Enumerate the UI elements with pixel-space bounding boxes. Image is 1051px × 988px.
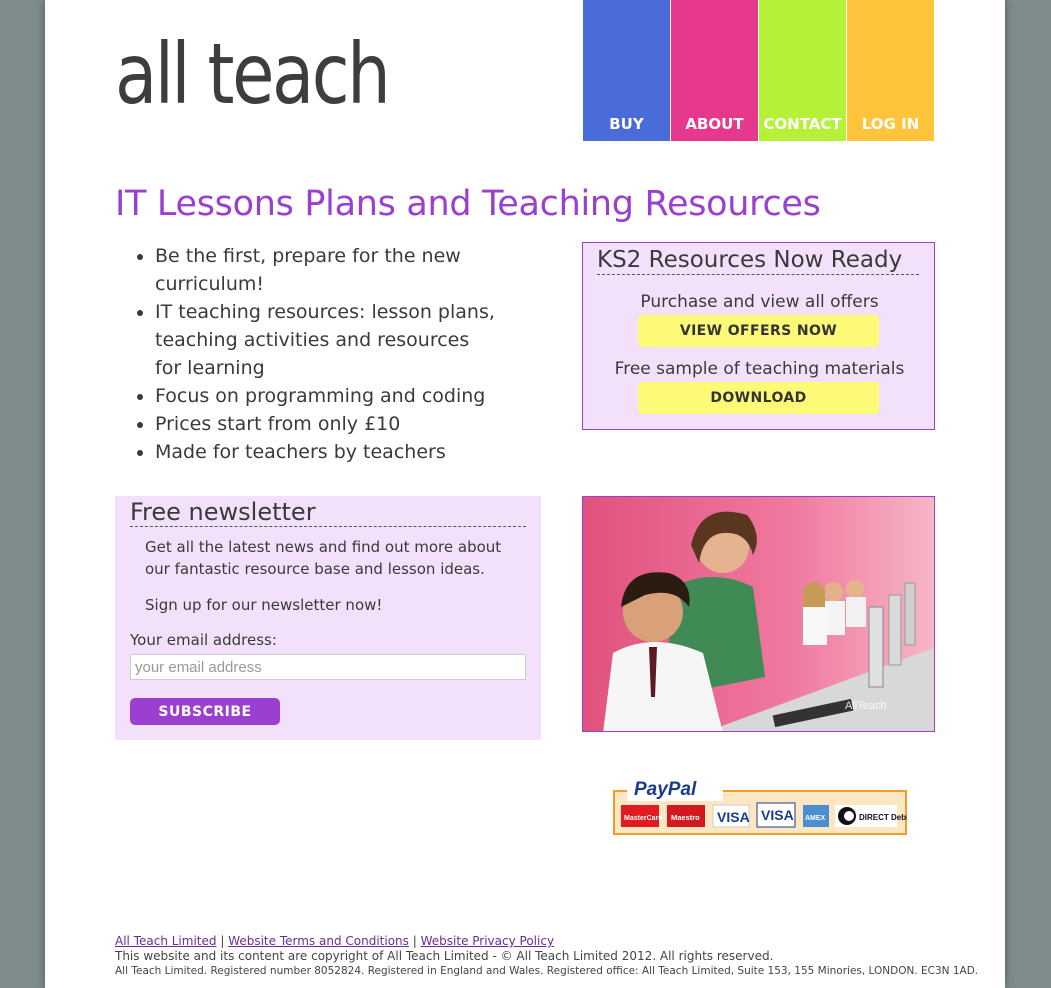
nav-about[interactable]: ABOUT xyxy=(671,0,758,141)
footer-separator: | xyxy=(412,934,417,948)
paypal-brand: PayPal xyxy=(634,779,697,800)
photo-watermark: AllTeach xyxy=(845,700,887,712)
feature-item: • Prices start from only £10 xyxy=(155,410,495,438)
nav-buy[interactable]: BUY xyxy=(583,0,670,141)
newsletter-description: Get all the latest news and find out more about our fantastic resource base and lesson ideas. xyxy=(145,538,502,578)
classroom-photo xyxy=(582,496,935,732)
ks2-promo-box xyxy=(582,242,935,430)
maestro-icon: Maestro xyxy=(671,813,700,822)
footer-link-privacy[interactable]: Website Privacy Policy xyxy=(420,934,555,948)
footer-links xyxy=(115,934,978,949)
page xyxy=(45,0,1005,988)
feature-item: • IT teaching resources: lesson plans, teaching activities and resources for learning xyxy=(155,298,495,382)
footer-registration: All Teach Limited. Registered number 8052824. Registered in England and Wales. Registered office: All Teach Limited, Suite 153, 155 Minories, LONDON. EC3N 1AD. xyxy=(115,965,979,977)
footer-link-company[interactable]: All Teach Limited xyxy=(115,934,217,948)
subscribe-button[interactable]: SUBSCRIBE xyxy=(130,698,280,725)
newsletter-title: Free newsletter xyxy=(130,498,526,527)
view-offers-button[interactable]: VIEW OFFERS NOW xyxy=(638,315,879,347)
visa-electron-icon: VISA xyxy=(761,807,794,823)
footer-link-terms[interactable]: Website Terms and Conditions xyxy=(228,934,409,948)
footer-separator: | xyxy=(220,934,225,948)
newsletter-cta: Sign up for our newsletter now! xyxy=(145,596,383,614)
feature-item: • Made for teachers by teachers xyxy=(155,438,495,466)
main-nav xyxy=(583,0,934,141)
mastercard-icon: MasterCard xyxy=(624,815,663,822)
visa-icon: VISA xyxy=(717,809,750,825)
newsletter-box xyxy=(115,496,541,740)
paypal-logo-icon xyxy=(613,777,907,835)
footer-copyright: This website and its content are copyright of All Teach Limited - © All Teach Limited 2012. All rights reserved. xyxy=(115,949,774,963)
site-logo[interactable]: all teach xyxy=(115,25,389,123)
email-label: Your email address: xyxy=(130,631,277,649)
feature-item: • Focus on programming and coding xyxy=(155,382,495,410)
footer xyxy=(115,934,978,979)
ks2-title: KS2 Resources Now Ready xyxy=(597,247,919,275)
direct-debit-icon: DIRECT Debit xyxy=(859,813,907,822)
download-button[interactable]: DOWNLOAD xyxy=(638,382,879,414)
offers-text: Purchase and view all offers xyxy=(640,292,879,312)
page-title: IT Lessons Plans and Teaching Resources xyxy=(115,184,821,224)
payment-methods xyxy=(613,777,907,835)
classroom-illustration xyxy=(583,497,935,732)
nav-login[interactable]: LOG IN xyxy=(847,0,934,141)
email-field[interactable] xyxy=(130,654,526,680)
feature-list xyxy=(155,242,495,466)
amex-icon: AMEX xyxy=(805,815,826,822)
feature-item: • Be the first, prepare for the new curriculum! xyxy=(155,242,495,298)
sample-text: Free sample of teaching materials xyxy=(614,359,905,379)
nav-contact[interactable]: CONTACT xyxy=(759,0,846,141)
